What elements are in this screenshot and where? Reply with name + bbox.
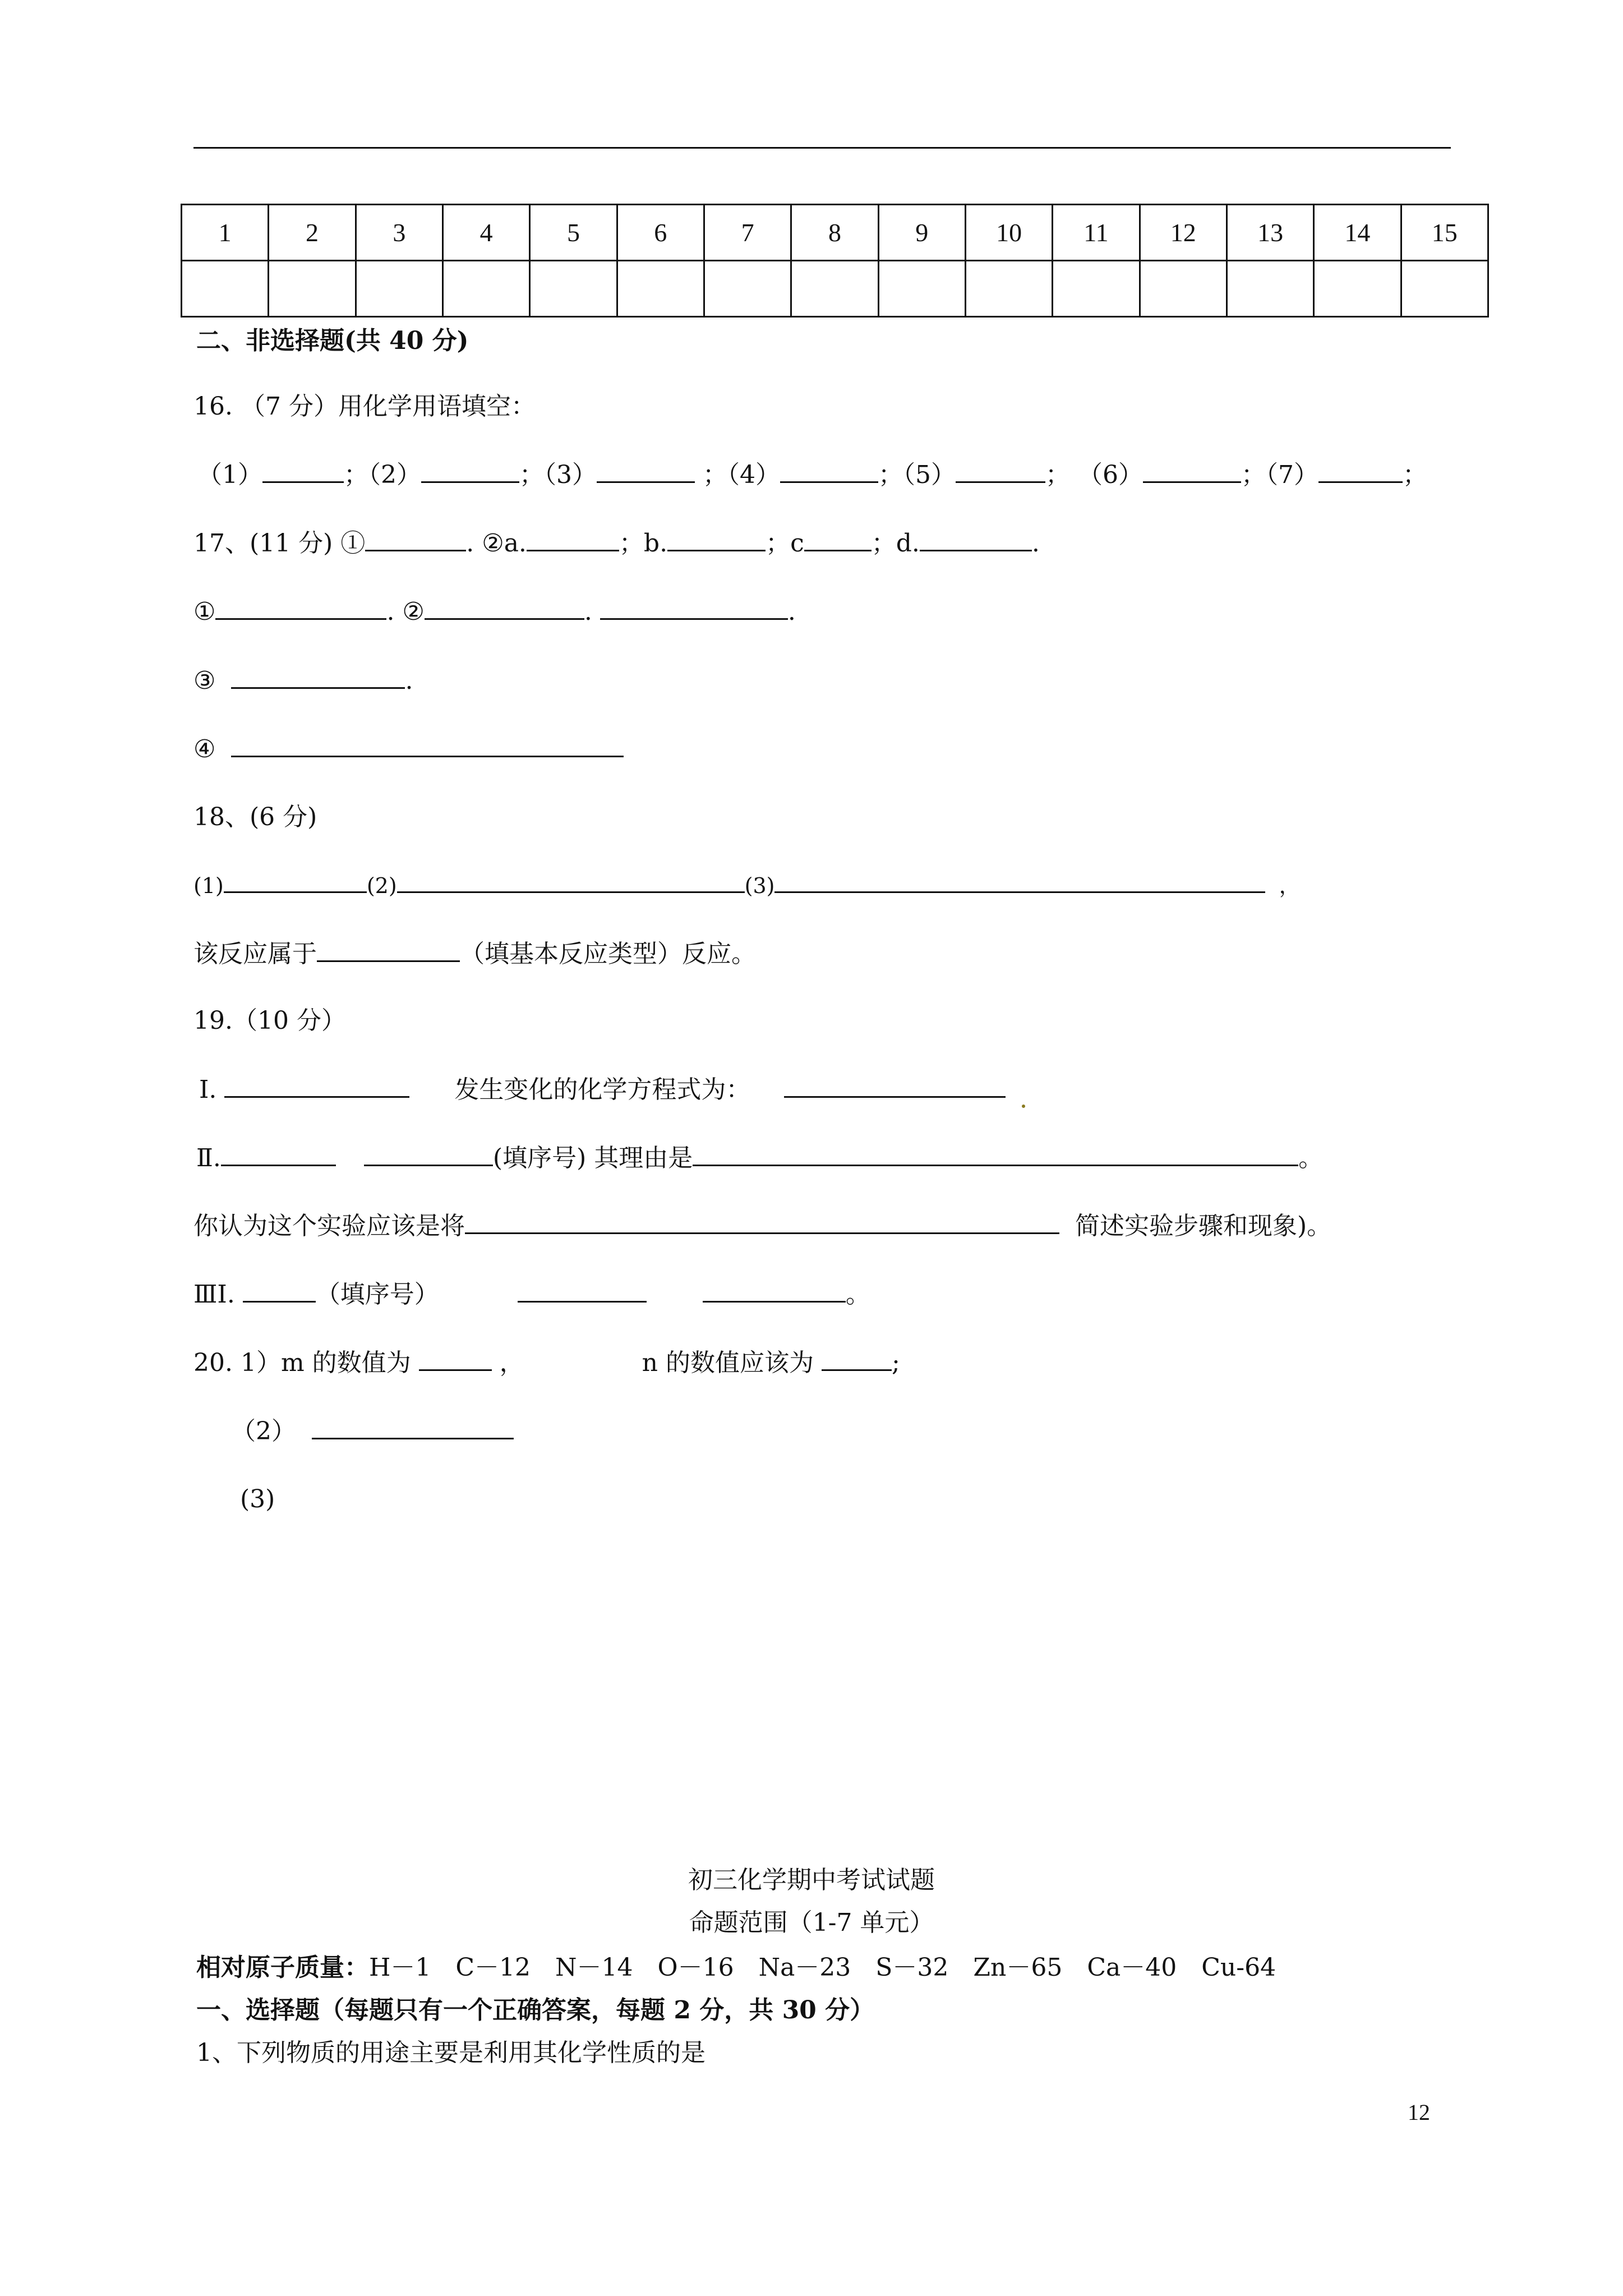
- answer-input-cell[interactable]: [269, 261, 356, 317]
- q19-l3-end: 简述实验步骤和现象)。: [1075, 1212, 1332, 1240]
- page-number: 12: [1408, 2100, 1430, 2125]
- q17-l4-blank[interactable]: [231, 733, 624, 757]
- q17-l2-end: .: [787, 597, 796, 626]
- answer-number-cell: 10: [965, 205, 1052, 261]
- answer-input-cell[interactable]: [617, 261, 704, 317]
- q19-l4-text: （填序号）: [315, 1280, 439, 1309]
- q17-l4-label: ④: [193, 735, 216, 763]
- q16-label-5: ；（5）: [878, 461, 956, 489]
- q19-l3-label: 你认为这个实验应该是将: [193, 1212, 465, 1240]
- q16-sep-5: ；: [1045, 461, 1070, 489]
- q17-end: .: [1031, 529, 1040, 558]
- atomic-mass-label: 相对原子质量：: [196, 1953, 369, 1982]
- q19-l2-end: 。: [1298, 1144, 1324, 1172]
- q19-line3: [193, 1210, 1331, 1242]
- q16-blank-3[interactable]: [597, 459, 695, 483]
- section2-heading: 二、非选择题(共 40 分): [196, 326, 469, 355]
- q20-line2: [231, 1415, 514, 1447]
- q18-label-1: (1): [193, 873, 224, 898]
- q18-blank-2[interactable]: [397, 869, 745, 893]
- q16-blank-7[interactable]: [1318, 459, 1403, 483]
- next-exam-title: 初三化学期中考试试题: [688, 1866, 935, 1894]
- answer-input-cell[interactable]: [356, 261, 442, 317]
- q20-blank-m[interactable]: [419, 1347, 492, 1371]
- answer-table: [181, 204, 1489, 318]
- q18-end: ，: [1279, 873, 1301, 898]
- q16-blank-4[interactable]: [780, 459, 878, 483]
- q19-l2-blank-3[interactable]: [693, 1142, 1298, 1166]
- answer-number-cell: 13: [1227, 205, 1313, 261]
- answer-table-number-row: [182, 205, 1488, 261]
- answer-input-cell[interactable]: [878, 261, 965, 317]
- q17-line1: [193, 527, 1040, 559]
- answer-number-cell: 6: [617, 205, 704, 261]
- answer-input-cell[interactable]: [442, 261, 529, 317]
- q16-blank-5[interactable]: [956, 459, 1045, 483]
- q19-l1-text: 发生变化的化学方程式为：: [454, 1075, 751, 1104]
- q17-l2-label-b: . ②: [386, 597, 425, 626]
- q17-label-c: ；b.: [619, 529, 668, 558]
- q17-l2-blank-3[interactable]: [600, 596, 788, 620]
- q18-label-3: (3): [744, 873, 775, 898]
- q17-label-e: ；d.: [871, 529, 920, 558]
- next-exam-subtitle: 命题范围（1-7 单元）: [689, 1908, 934, 1937]
- q17-l3-label: ③: [193, 666, 216, 695]
- q19-l4-blank-2[interactable]: [518, 1278, 647, 1303]
- answer-input-cell[interactable]: [1401, 261, 1488, 317]
- answer-input-cell[interactable]: [1314, 261, 1401, 317]
- answer-input-cell[interactable]: [965, 261, 1052, 317]
- answer-input-cell[interactable]: [1140, 261, 1227, 317]
- q16-label-1: （1）: [197, 461, 262, 489]
- answer-number-cell: 15: [1401, 205, 1488, 261]
- q18-blank-1[interactable]: [224, 869, 367, 893]
- q18-l2-label: 该反应属于: [193, 940, 317, 968]
- answer-number-cell: 2: [269, 205, 356, 261]
- q19-l2-blank-1[interactable]: [221, 1142, 336, 1166]
- answer-number-cell: 3: [356, 205, 442, 261]
- section1-heading: 一、选择题（每题只有一个正确答案，每题 2 分，共 30 分）: [196, 1996, 875, 2024]
- q19-l1-blank-2[interactable]: [784, 1074, 1006, 1098]
- q18-line2: [193, 938, 756, 970]
- answer-number-cell: 7: [704, 205, 791, 261]
- q20-m-label: 20. 1）m 的数值为: [193, 1349, 411, 1377]
- q16-label-2: ；（2）: [344, 461, 421, 489]
- q17-label-a: 17、(11 分) ①: [193, 529, 366, 558]
- q17-label-b: . ②a.: [466, 529, 527, 558]
- q18-l2-blank[interactable]: [317, 938, 460, 962]
- q20-n-label: n 的数值应该为: [642, 1349, 814, 1377]
- question-1: 1、下列物质的用途主要是利用其化学性质的是: [196, 2039, 706, 2067]
- q18-label-2: (2): [366, 873, 397, 898]
- answer-input-cell[interactable]: [1053, 261, 1140, 317]
- answer-number-cell: 12: [1140, 205, 1227, 261]
- q19-l1-blank-1[interactable]: [224, 1074, 409, 1098]
- atomic-mass-values: H－1 C－12 N－14 O－16 Na－23 S－32 Zn－65 Ca－40 Cu-64: [369, 1953, 1276, 1982]
- answer-input-cell[interactable]: [791, 261, 878, 317]
- q18-title: 18、(6 分): [193, 803, 317, 831]
- q16-label-4: ；（4）: [703, 461, 780, 489]
- q17-l2-blank-1[interactable]: [215, 596, 386, 620]
- q16-blank-1[interactable]: [262, 459, 344, 483]
- q18-l2-end: （填基本反应类型）反应。: [460, 940, 756, 968]
- atomic-mass-line: [196, 1952, 1276, 1984]
- answer-number-cell: 14: [1314, 205, 1401, 261]
- answer-table-answer-row: [182, 261, 1488, 317]
- q16-label-3: ；（3）: [519, 461, 597, 489]
- q19-l4-blank-3[interactable]: [703, 1278, 846, 1303]
- answer-number-cell: 9: [878, 205, 965, 261]
- q17-l3-end: .: [405, 666, 413, 695]
- q17-l2-label-a: ①: [193, 597, 216, 626]
- q16-label-6: （6）: [1078, 461, 1143, 489]
- stray-dot: [1022, 1105, 1025, 1108]
- q20-sep: ，: [499, 1349, 524, 1377]
- q19-title: 19.（10 分）: [193, 1006, 346, 1035]
- q17-l2-blank-2[interactable]: [425, 596, 584, 620]
- q16-blank-6[interactable]: [1143, 459, 1241, 483]
- q16-end: ；: [1403, 461, 1427, 489]
- q18-blank-3[interactable]: [774, 869, 1265, 893]
- answer-number-cell: 8: [791, 205, 878, 261]
- q17-line3: [193, 665, 413, 697]
- q19-line4: [193, 1278, 870, 1310]
- q20-l2-blank[interactable]: [312, 1415, 514, 1439]
- q16-label-7: ；（7）: [1241, 461, 1318, 489]
- answer-input-cell[interactable]: [530, 261, 617, 317]
- answer-number-cell: 4: [442, 205, 529, 261]
- q19-l2-text: (填序号) 其理由是: [492, 1144, 693, 1172]
- answer-number-cell: 5: [530, 205, 617, 261]
- q19-l2-blank-2[interactable]: [364, 1142, 493, 1166]
- q19-line2: [196, 1142, 1323, 1174]
- answer-input-cell[interactable]: [704, 261, 791, 317]
- q19-l3-blank[interactable]: [465, 1210, 1059, 1234]
- q16-title: 16. （7 分）用化学用语填空：: [193, 392, 536, 421]
- q16-line: [197, 459, 1427, 491]
- q17-l3-blank[interactable]: [231, 665, 405, 689]
- q20-line1: [193, 1347, 900, 1379]
- q16-blank-2[interactable]: [421, 459, 519, 483]
- q17-line2: [193, 596, 796, 628]
- answer-number-cell: 11: [1053, 205, 1140, 261]
- q17-blank-1[interactable]: [365, 527, 466, 551]
- q17-blank-3[interactable]: [667, 527, 766, 551]
- top-rule: [193, 147, 1451, 149]
- q18-line1: [193, 869, 1301, 901]
- q17-blank-5[interactable]: [920, 527, 1032, 551]
- q19-line1: [199, 1074, 1006, 1106]
- q19-l2-label: Ⅱ.: [196, 1144, 221, 1172]
- q19-l1-label: Ⅰ.: [199, 1075, 217, 1104]
- answer-input-cell[interactable]: [182, 261, 269, 317]
- q17-blank-4[interactable]: [804, 527, 872, 551]
- answer-number-cell: 1: [182, 205, 269, 261]
- q20-line3: (3): [240, 1485, 275, 1513]
- q20-end: ;: [892, 1349, 900, 1377]
- q19-l4-blank-1[interactable]: [243, 1278, 316, 1303]
- answer-input-cell[interactable]: [1227, 261, 1313, 317]
- q19-l4-label: ⅢⅠ.: [193, 1280, 235, 1309]
- q20-l2-label: （2）: [231, 1417, 296, 1446]
- q17-blank-2[interactable]: [527, 527, 619, 551]
- q17-l2-label-c: .: [584, 597, 592, 626]
- q17-label-d: ；c: [766, 529, 804, 558]
- q20-blank-n[interactable]: [822, 1347, 892, 1371]
- q17-line4: [193, 733, 624, 765]
- q19-l4-end: 。: [845, 1280, 870, 1309]
